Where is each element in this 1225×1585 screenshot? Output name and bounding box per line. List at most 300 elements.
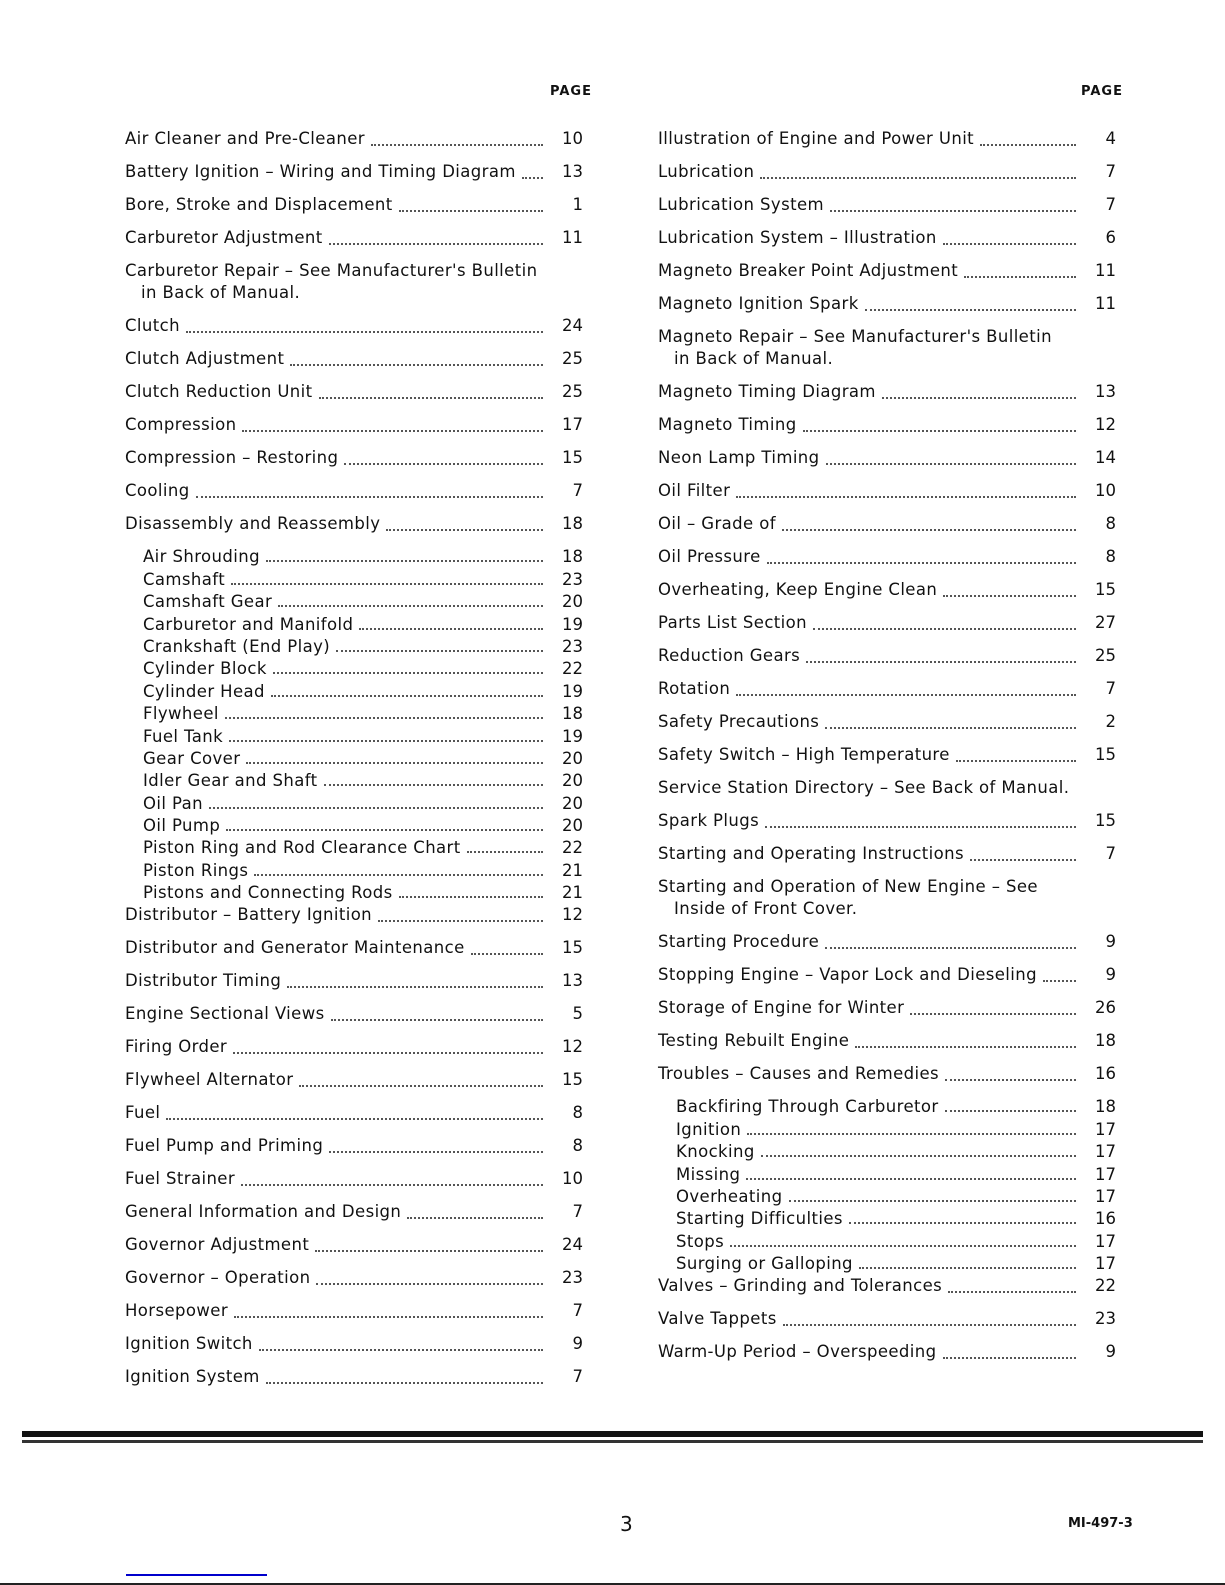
- entry-page-number: 15: [562, 1070, 583, 1090]
- index-entry: [125, 381, 583, 414]
- dot-leader: [825, 727, 1076, 729]
- entry-page-number: 10: [1095, 481, 1116, 500]
- entry-page-number: 16: [1095, 1209, 1116, 1229]
- entry-page-number: 12: [562, 1037, 583, 1057]
- dot-leader: [943, 595, 1076, 597]
- index-entry: [658, 128, 1116, 161]
- footer-rule-thick: [22, 1431, 1203, 1437]
- index-subentry: [125, 658, 583, 680]
- index-entry: [125, 260, 583, 315]
- index-entry: [658, 843, 1116, 876]
- dot-leader: [336, 650, 543, 652]
- dot-leader: [855, 1046, 1076, 1048]
- entry-label: Piston Rings: [143, 860, 249, 880]
- entry-label: Valve Tappets: [658, 1309, 777, 1329]
- entry-page-number: 21: [562, 860, 583, 880]
- dot-leader: [471, 953, 543, 955]
- index-subentry: [125, 770, 583, 792]
- index-entry: [125, 128, 583, 161]
- entry-label: Distributor and Generator Maintenance: [125, 938, 465, 958]
- entry-page-number: 19: [562, 614, 583, 634]
- index-entry: [658, 194, 1116, 227]
- index-entry: [658, 480, 1116, 513]
- entry-label: Carburetor Repair – See Manufacturer's Bulletin: [125, 261, 538, 280]
- entry-page-number: 26: [1095, 998, 1116, 1017]
- dot-leader: [826, 463, 1076, 465]
- index-entry: [125, 348, 583, 381]
- dot-leader: [945, 1110, 1076, 1112]
- index-entry: [125, 1168, 583, 1201]
- entry-label: Fuel Strainer: [125, 1169, 236, 1189]
- entry-page-number: 5: [572, 1004, 583, 1024]
- entry-page-number: 22: [562, 659, 583, 679]
- dot-leader: [254, 874, 543, 876]
- entry-page-number: 23: [1095, 1309, 1116, 1329]
- entry-label: Carburetor Adjustment: [125, 228, 323, 247]
- entry-label: Oil Filter: [658, 481, 731, 500]
- index-entry: [658, 711, 1116, 744]
- entry-label: Illustration of Engine and Power Unit: [658, 129, 975, 148]
- dot-leader: [789, 1200, 1076, 1202]
- dot-leader: [730, 1245, 1076, 1247]
- entry-page-number: 16: [1095, 1064, 1116, 1083]
- entry-label: Oil Pump: [143, 816, 221, 836]
- entry-label: Oil – Grade of: [658, 514, 776, 533]
- entry-page-number: 24: [562, 316, 583, 335]
- entry-label: Testing Rebuilt Engine: [658, 1031, 850, 1050]
- index-subentry: [125, 792, 583, 814]
- dot-leader: [331, 1019, 543, 1021]
- entry-label: Camshaft: [143, 569, 226, 589]
- page-column-header-left: PAGE: [550, 84, 592, 99]
- entry-label: Valves – Grinding and Tolerances: [658, 1276, 943, 1296]
- index-subentry: [658, 1186, 1116, 1208]
- entry-page-number: 20: [562, 748, 583, 768]
- entry-label: Cylinder Block: [143, 659, 267, 679]
- entry-page-number: 27: [1095, 613, 1116, 632]
- index-entry: [658, 964, 1116, 997]
- entry-label: Ignition: [676, 1119, 742, 1139]
- entry-label: Backfiring Through Carburetor: [676, 1097, 939, 1117]
- entry-page-number: 7: [572, 1367, 583, 1387]
- entry-label: Ignition System: [125, 1367, 260, 1387]
- entry-label: Missing: [676, 1164, 741, 1184]
- entry-page-number: 17: [1095, 1164, 1116, 1184]
- entry-label: Air Shrouding: [143, 547, 260, 567]
- entry-page-number: 9: [572, 1334, 583, 1354]
- dot-leader: [290, 364, 543, 366]
- dot-leader: [943, 243, 1076, 245]
- entry-label: Lubrication System: [658, 195, 824, 214]
- index-entry: [125, 227, 583, 260]
- dot-leader: [231, 583, 543, 585]
- entry-page-number: 15: [1095, 745, 1116, 764]
- index-subentry: [658, 1141, 1116, 1163]
- entry-label: Firing Order: [125, 1037, 228, 1057]
- dot-leader: [241, 1184, 543, 1186]
- index-entry: [125, 447, 583, 480]
- entry-label: Warm-Up Period – Overspeeding: [658, 1342, 937, 1362]
- index-subentry: [658, 1163, 1116, 1185]
- entry-page-number: 23: [562, 569, 583, 589]
- document-code: MI-497-3: [1068, 1516, 1133, 1531]
- entry-label: Magneto Timing: [658, 415, 797, 434]
- index-subentry: [125, 859, 583, 881]
- entry-label: Disassembly and Reassembly: [125, 514, 381, 533]
- entry-page-number: 21: [562, 883, 583, 903]
- dot-leader: [765, 826, 1076, 828]
- index-subentry: [658, 1208, 1116, 1230]
- index-entry: [125, 1135, 583, 1168]
- entry-label: Fuel Pump and Priming: [125, 1136, 324, 1156]
- entry-page-number: 17: [1095, 1186, 1116, 1206]
- index-entry: [125, 194, 583, 227]
- dot-leader: [225, 717, 543, 719]
- dot-leader: [825, 947, 1076, 949]
- index-entry: [125, 513, 583, 546]
- entry-label: Horsepower: [125, 1301, 229, 1321]
- dot-leader: [859, 1267, 1076, 1269]
- entry-label: Magneto Timing Diagram: [658, 382, 876, 401]
- dot-leader: [271, 695, 543, 697]
- entry-page-number: 9: [1105, 932, 1116, 951]
- index-entry: [125, 1069, 583, 1102]
- dot-leader: [242, 430, 543, 432]
- index-entry: [658, 931, 1116, 964]
- index-entry: [125, 480, 583, 513]
- entry-label: Rotation: [658, 679, 731, 698]
- entry-label: Camshaft Gear: [143, 592, 273, 612]
- index-entry: [658, 161, 1116, 194]
- entry-label: General Information and Design: [125, 1202, 402, 1222]
- index-entry: [125, 1234, 583, 1267]
- index-subentry: [658, 1118, 1116, 1140]
- index-entry: [658, 1308, 1116, 1341]
- entry-label: Pistons and Connecting Rods: [143, 883, 393, 903]
- entry-label: Carburetor and Manifold: [143, 614, 354, 634]
- index-subentry: [125, 837, 583, 859]
- dot-leader: [964, 276, 1076, 278]
- index-entry: [658, 447, 1116, 480]
- entry-page-number: 19: [562, 726, 583, 746]
- dot-leader: [736, 496, 1076, 498]
- dot-leader: [956, 760, 1076, 762]
- index-entry: [658, 744, 1116, 777]
- dot-leader: [266, 1382, 543, 1384]
- entry-page-number: 18: [562, 547, 583, 567]
- index-subentry: [125, 815, 583, 837]
- index-entry: [125, 1300, 583, 1333]
- index-column-left: [125, 128, 583, 1399]
- entry-label: Distributor – Battery Ignition: [125, 905, 373, 925]
- entry-page-number: 2: [1105, 712, 1116, 731]
- entry-page-number: 18: [1095, 1031, 1116, 1050]
- entry-page-number: 9: [1105, 965, 1116, 984]
- index-subentry: [125, 703, 583, 725]
- dot-leader: [287, 986, 543, 988]
- index-entry: [125, 1267, 583, 1300]
- index-entry: [125, 414, 583, 447]
- entry-label: Overheating: [676, 1186, 783, 1206]
- dot-leader: [522, 177, 543, 179]
- dot-leader: [407, 1217, 543, 1219]
- dot-leader: [747, 1133, 1076, 1135]
- entry-label: Governor Adjustment: [125, 1235, 310, 1255]
- entry-label: Gear Cover: [143, 748, 241, 768]
- index-entry: [125, 904, 583, 937]
- entry-page-number: 20: [562, 771, 583, 791]
- entry-label: Magneto Breaker Point Adjustment: [658, 261, 959, 280]
- entry-label: Safety Switch – High Temperature: [658, 745, 950, 764]
- entry-label: Cooling: [125, 481, 190, 500]
- dot-leader: [970, 859, 1076, 861]
- index-entry: [125, 1003, 583, 1036]
- dot-leader: [229, 740, 543, 742]
- entry-page-number: 25: [562, 349, 583, 368]
- dot-leader: [806, 661, 1076, 663]
- entry-page-number: 20: [562, 816, 583, 836]
- entry-page-number: 17: [1095, 1231, 1116, 1251]
- dot-leader: [1043, 980, 1076, 982]
- entry-label: Safety Precautions: [658, 712, 820, 731]
- dot-leader: [803, 430, 1076, 432]
- entry-label: Bore, Stroke and Displacement: [125, 195, 393, 214]
- entry-page-number: 15: [1095, 580, 1116, 599]
- index-column-right: [658, 128, 1116, 1374]
- dot-leader: [246, 762, 543, 764]
- entry-label: Fuel Tank: [143, 726, 224, 746]
- entry-label: Lubrication: [658, 162, 755, 181]
- entry-label: Oil Pan: [143, 793, 203, 813]
- index-subentry: [125, 680, 583, 702]
- dot-leader: [945, 1079, 1076, 1081]
- entry-page-number: 8: [1105, 514, 1116, 533]
- entry-label: Clutch Adjustment: [125, 349, 285, 368]
- entry-label: Distributor Timing: [125, 971, 282, 991]
- index-subentry: [658, 1253, 1116, 1275]
- entry-page-number: 18: [562, 704, 583, 724]
- entry-page-number: 7: [1105, 844, 1116, 863]
- dot-leader: [344, 463, 543, 465]
- index-subentry: [125, 546, 583, 568]
- index-entry: [658, 876, 1116, 931]
- index-entry: [125, 1036, 583, 1069]
- entry-label-continued: in Back of Manual.: [674, 349, 834, 368]
- entry-label: Overheating, Keep Engine Clean: [658, 580, 938, 599]
- entry-label: Ignition Switch: [125, 1334, 253, 1354]
- index-entry: [658, 678, 1116, 711]
- entry-label: Cylinder Head: [143, 681, 265, 701]
- entry-label: Governor – Operation: [125, 1268, 311, 1288]
- entry-page-number: 15: [562, 448, 583, 467]
- entry-page-number: 8: [572, 1103, 583, 1123]
- index-entry: [658, 293, 1116, 326]
- index-subentry: [125, 568, 583, 590]
- dot-leader: [299, 1085, 543, 1087]
- entry-page-number: 7: [572, 1202, 583, 1222]
- dot-leader: [266, 560, 543, 562]
- dot-leader: [226, 829, 543, 831]
- dot-leader: [278, 605, 543, 607]
- index-entry: [658, 227, 1116, 260]
- entry-page-number: 7: [1105, 195, 1116, 214]
- dot-leader: [324, 784, 544, 786]
- entry-label: Fuel: [125, 1103, 161, 1123]
- index-entry: [658, 579, 1116, 612]
- dot-leader: [259, 1349, 543, 1351]
- index-entry: [658, 645, 1116, 678]
- dot-leader: [371, 144, 543, 146]
- entry-label: Reduction Gears: [658, 646, 801, 665]
- dot-leader: [234, 1316, 543, 1318]
- page-column-header-right: PAGE: [1081, 84, 1123, 99]
- dot-leader: [943, 1357, 1076, 1359]
- entry-page-number: 22: [562, 838, 583, 858]
- entry-label: Storage of Engine for Winter: [658, 998, 905, 1017]
- entry-label: Stops: [676, 1231, 725, 1251]
- dot-leader: [760, 177, 1076, 179]
- dot-leader: [329, 1151, 543, 1153]
- dot-leader: [386, 529, 543, 531]
- dot-leader: [467, 851, 543, 853]
- index-subentry: [125, 613, 583, 635]
- entry-page-number: 23: [562, 636, 583, 656]
- index-entry: [125, 161, 583, 194]
- index-entry: [658, 1030, 1116, 1063]
- footer-rule-thin: [22, 1440, 1203, 1443]
- index-entry: [658, 546, 1116, 579]
- dot-leader: [910, 1013, 1076, 1015]
- dot-leader: [761, 1155, 1076, 1157]
- entry-page-number: 12: [1095, 415, 1116, 434]
- entry-label: Troubles – Causes and Remedies: [658, 1064, 940, 1083]
- entry-page-number: 13: [562, 162, 583, 181]
- entry-label: Engine Sectional Views: [125, 1004, 325, 1024]
- entry-page-number: 14: [1095, 448, 1116, 467]
- entry-label: Piston Ring and Rod Clearance Chart: [143, 838, 461, 858]
- entry-page-number: 8: [572, 1136, 583, 1156]
- index-subentry: [125, 636, 583, 658]
- entry-page-number: 17: [1095, 1254, 1116, 1274]
- dot-leader: [209, 807, 543, 809]
- dot-leader: [865, 309, 1076, 311]
- dot-leader: [980, 144, 1076, 146]
- entry-page-number: 25: [1095, 646, 1116, 665]
- entry-page-number: 18: [562, 514, 583, 533]
- index-entry: [125, 1102, 583, 1135]
- entry-page-number: 8: [1105, 547, 1116, 566]
- index-entry: [658, 612, 1116, 645]
- entry-page-number: 12: [562, 905, 583, 925]
- index-entry: [125, 1366, 583, 1399]
- entry-page-number: 10: [562, 1169, 583, 1189]
- index-entry: [658, 1063, 1116, 1096]
- dot-leader: [196, 496, 543, 498]
- entry-page-number: 15: [1095, 811, 1116, 830]
- entry-page-number: 20: [562, 592, 583, 612]
- dot-leader: [359, 628, 543, 630]
- index-entry: [658, 1275, 1116, 1308]
- dot-leader: [746, 1178, 1076, 1180]
- index-entry: [658, 414, 1116, 447]
- entry-page-number: 7: [572, 1301, 583, 1321]
- entry-label: Starting and Operation of New Engine – See: [658, 877, 1038, 896]
- index-entry: [658, 777, 1116, 810]
- index-entry: [125, 937, 583, 970]
- index-entry: [658, 997, 1116, 1030]
- entry-label: Starting Procedure: [658, 932, 820, 951]
- entry-page-number: 10: [562, 129, 583, 148]
- entry-label: Flywheel Alternator: [125, 1070, 294, 1090]
- entry-page-number: 25: [562, 382, 583, 401]
- entry-page-number: 17: [1095, 1142, 1116, 1162]
- index-entry: [125, 970, 583, 1003]
- entry-label: Lubrication System – Illustration: [658, 228, 937, 247]
- entry-page-number: 17: [1095, 1119, 1116, 1139]
- index-subentry: [658, 1230, 1116, 1252]
- entry-label: Battery Ignition – Wiring and Timing Diagram: [125, 162, 516, 181]
- entry-label: Stopping Engine – Vapor Lock and Dieseling: [658, 965, 1037, 984]
- dot-leader: [315, 1250, 543, 1252]
- index-entry: [658, 326, 1116, 381]
- entry-label: Idler Gear and Shaft: [143, 771, 318, 791]
- dot-leader: [849, 1222, 1076, 1224]
- entry-label: Air Cleaner and Pre-Cleaner: [125, 129, 365, 148]
- dot-leader: [813, 628, 1076, 630]
- index-subentry: [125, 748, 583, 770]
- dot-leader: [767, 562, 1076, 564]
- dot-leader: [233, 1052, 543, 1054]
- entry-page-number: 20: [562, 793, 583, 813]
- dot-leader: [399, 210, 543, 212]
- entry-page-number: 11: [562, 228, 583, 247]
- entry-page-number: 18: [1095, 1097, 1116, 1117]
- entry-label: Knocking: [676, 1142, 755, 1162]
- dot-leader: [186, 331, 543, 333]
- entry-page-number: 13: [1095, 382, 1116, 401]
- index-subentry: [125, 725, 583, 747]
- dot-leader: [329, 243, 543, 245]
- entry-label: Clutch: [125, 316, 180, 335]
- entry-label: Clutch Reduction Unit: [125, 382, 313, 401]
- entry-label: Magneto Ignition Spark: [658, 294, 859, 313]
- dot-leader: [166, 1118, 543, 1120]
- index-entry: [658, 810, 1116, 843]
- entry-page-number: 11: [1095, 294, 1116, 313]
- entry-page-number: 7: [1105, 679, 1116, 698]
- dot-leader: [882, 397, 1076, 399]
- entry-page-number: 22: [1095, 1276, 1116, 1296]
- dot-leader: [273, 672, 543, 674]
- entry-label: Oil Pressure: [658, 547, 761, 566]
- dot-leader: [782, 529, 1076, 531]
- entry-page-number: 11: [1095, 261, 1116, 280]
- index-entry: [658, 381, 1116, 414]
- entry-page-number: 1: [572, 195, 583, 214]
- dot-leader: [948, 1291, 1076, 1293]
- entry-page-number: 13: [562, 971, 583, 991]
- entry-label: Magneto Repair – See Manufacturer's Bulletin: [658, 327, 1052, 346]
- index-entry: [125, 1201, 583, 1234]
- entry-page-number: 7: [1105, 162, 1116, 181]
- dot-leader: [399, 896, 543, 898]
- entry-label: Parts List Section: [658, 613, 808, 632]
- index-entry: [658, 513, 1116, 546]
- dot-leader: [319, 397, 543, 399]
- entry-label: Compression – Restoring: [125, 448, 339, 467]
- dot-leader: [378, 920, 543, 922]
- entry-label: Crankshaft (End Play): [143, 636, 331, 656]
